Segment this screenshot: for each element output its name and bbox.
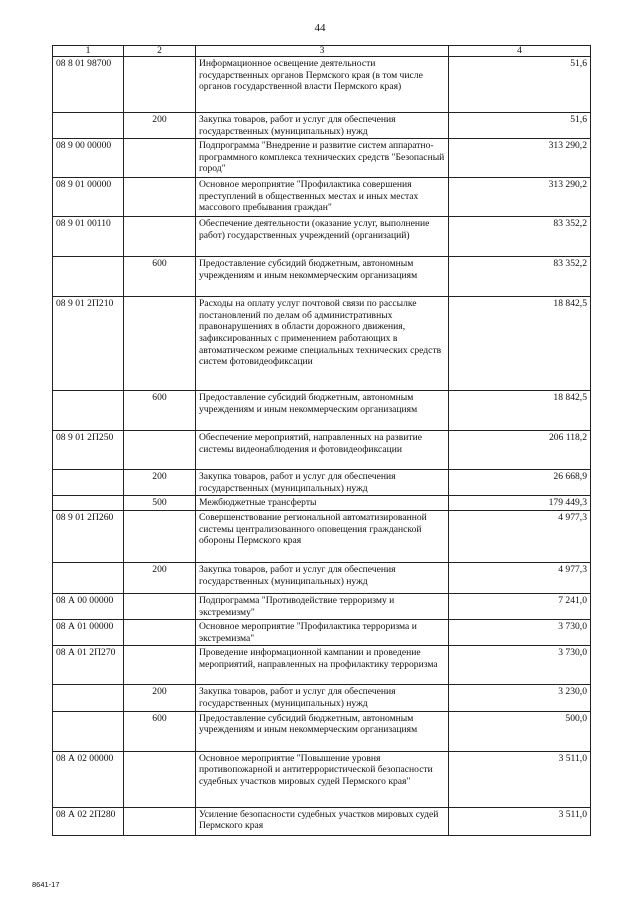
amount-value: 18 842,5 — [449, 297, 591, 391]
table-row — [53, 431, 591, 470]
target-article-code: 08 9 01 2П260 — [53, 510, 124, 562]
table-row — [53, 685, 591, 711]
amount-value: 206 118,2 — [449, 431, 591, 470]
expense-type-code: 200 — [124, 470, 196, 496]
amount-value: 26 668,9 — [449, 470, 591, 496]
amount-value: 179 449,3 — [449, 496, 591, 511]
expense-name: Основное мероприятие "Профилактика совершения преступлений в общественных местах и иных местах массового пребывания граждан" — [196, 178, 449, 217]
amount-value: 83 352,2 — [449, 217, 591, 257]
expense-name: Расходы на оплату услуг почтовой связи по рассылке постановлений по делам об административных правонарушениях в области дорожного движения, зафиксированных с применением работающих в автоматическом режиме специальных технических средств систем фотовидеофиксации — [196, 297, 449, 391]
target-article-code: 08 9 01 00110 — [53, 217, 124, 257]
expense-name: Подпрограмма "Противодействие терроризму и экстремизму" — [196, 593, 449, 619]
table-row — [53, 562, 591, 593]
expense-name: Закупка товаров, работ и услуг для обеспечения государственных (муниципальных) нужд — [196, 685, 449, 711]
expense-name: Основное мероприятие "Профилактика терроризма и экстремизма" — [196, 620, 449, 646]
target-article-code — [53, 391, 124, 431]
table-row — [53, 178, 591, 217]
column-header: 4 — [449, 46, 591, 57]
expense-type-code: 600 — [124, 711, 196, 751]
expense-type-code: 600 — [124, 257, 196, 297]
expense-type-code — [124, 593, 196, 619]
expense-type-code — [124, 431, 196, 470]
expense-name: Закупка товаров, работ и услуг для обеспечения государственных (муниципальных) нужд — [196, 470, 449, 496]
expense-type-code: 500 — [124, 496, 196, 511]
table-row — [53, 711, 591, 751]
expense-type-code — [124, 646, 196, 685]
amount-value: 3 511,0 — [449, 751, 591, 807]
expense-name: Предоставление субсидий бюджетным, автономным учреждениям и иным некоммерческим организациям — [196, 257, 449, 297]
column-header: 2 — [124, 46, 196, 57]
expense-name: Подпрограмма "Внедрение и развитие систем аппаратно-программного комплекса технических средств "Безопасный город" — [196, 139, 449, 178]
expense-type-code — [124, 217, 196, 257]
expense-type-code: 200 — [124, 113, 196, 139]
target-article-code — [53, 711, 124, 751]
amount-value: 3 730,0 — [449, 646, 591, 685]
table-row — [53, 139, 591, 178]
table-row — [53, 257, 591, 297]
expense-name: Информационное освещение деятельности государственных органов Пермского края (в том числе органов государственной власти Пермского края) — [196, 57, 449, 113]
expense-type-code: 600 — [124, 391, 196, 431]
page-number: 44 — [314, 22, 326, 34]
expense-name: Предоставление субсидий бюджетным, автономным учреждениям и иным некоммерческим организациям — [196, 711, 449, 751]
expense-name: Закупка товаров, работ и услуг для обеспечения государственных (муниципальных) нужд — [196, 562, 449, 593]
amount-value: 3 511,0 — [449, 807, 591, 835]
amount-value: 51,6 — [449, 113, 591, 139]
expense-type-code — [124, 178, 196, 217]
table-row — [53, 620, 591, 646]
target-article-code — [53, 685, 124, 711]
amount-value: 51,6 — [449, 57, 591, 113]
table-row — [53, 496, 591, 511]
expense-type-code — [124, 139, 196, 178]
expense-name: Совершенствование региональной автоматизированной системы централизованного оповещения гражданской обороны Пермского края — [196, 510, 449, 562]
target-article-code: 08 9 01 2П250 — [53, 431, 124, 470]
expense-name: Закупка товаров, работ и услуг для обеспечения государственных (муниципальных) нужд — [196, 113, 449, 139]
target-article-code — [53, 496, 124, 511]
target-article-code: 08 А 00 00000 — [53, 593, 124, 619]
expense-type-code — [124, 57, 196, 113]
expense-type-code — [124, 510, 196, 562]
expense-name: Основное мероприятие "Повышение уровня противопожарной и антитеррористической безопасности судебных участков мировых судей Пермского края" — [196, 751, 449, 807]
table-row — [53, 217, 591, 257]
expense-name: Проведение информационной кампании и проведение мероприятий, направленных на профилактику терроризма — [196, 646, 449, 685]
table-row — [53, 391, 591, 431]
amount-value: 500,0 — [449, 711, 591, 751]
target-article-code — [53, 113, 124, 139]
table-row — [53, 57, 591, 113]
expense-name: Обеспечение деятельности (оказание услуг, выполнение работ) государственных учреждений (организаций) — [196, 217, 449, 257]
expense-type-code: 200 — [124, 562, 196, 593]
amount-value: 313 290,2 — [449, 178, 591, 217]
table-header-row — [53, 46, 591, 57]
amount-value: 3 730,0 — [449, 620, 591, 646]
column-header: 1 — [53, 46, 124, 57]
expense-type-code: 200 — [124, 685, 196, 711]
expense-type-code — [124, 751, 196, 807]
table-row — [53, 113, 591, 139]
table-row — [53, 751, 591, 807]
target-article-code — [53, 562, 124, 593]
amount-value: 18 842,5 — [449, 391, 591, 431]
target-article-code — [53, 257, 124, 297]
target-article-code — [53, 470, 124, 496]
target-article-code: 08 А 01 00000 — [53, 620, 124, 646]
expense-type-code — [124, 807, 196, 835]
target-article-code: 08 А 01 2П270 — [53, 646, 124, 685]
expense-name: Усиление безопасности судебных участков мировых судей Пермского края — [196, 807, 449, 835]
document-code: 8641-17 — [32, 880, 60, 889]
expense-name: Обеспечение мероприятий, направленных на развитие системы видеонаблюдения и фотовидеофиксации — [196, 431, 449, 470]
amount-value: 3 230,0 — [449, 685, 591, 711]
amount-value: 7 241,0 — [449, 593, 591, 619]
target-article-code: 08 9 00 00000 — [53, 139, 124, 178]
amount-value: 83 352,2 — [449, 257, 591, 297]
expense-name: Межбюджетные трансферты — [196, 496, 449, 511]
table-row — [53, 470, 591, 496]
target-article-code: 08 8 01 98700 — [53, 57, 124, 113]
target-article-code: 08 9 01 2П210 — [53, 297, 124, 391]
amount-value: 4 977,3 — [449, 562, 591, 593]
expense-name: Предоставление субсидий бюджетным, автономным учреждениям и иным некоммерческим организациям — [196, 391, 449, 431]
table-row — [53, 646, 591, 685]
amount-value: 313 290,2 — [449, 139, 591, 178]
target-article-code: 08 А 02 2П280 — [53, 807, 124, 835]
expense-type-code — [124, 297, 196, 391]
target-article-code: 08 А 02 00000 — [53, 751, 124, 807]
expense-type-code — [124, 620, 196, 646]
budget-table — [52, 45, 591, 836]
column-header: 3 — [196, 46, 449, 57]
target-article-code: 08 9 01 00000 — [53, 178, 124, 217]
table-row — [53, 297, 591, 391]
table-row — [53, 807, 591, 835]
amount-value: 4 977,3 — [449, 510, 591, 562]
table-row — [53, 510, 591, 562]
table-row — [53, 593, 591, 619]
